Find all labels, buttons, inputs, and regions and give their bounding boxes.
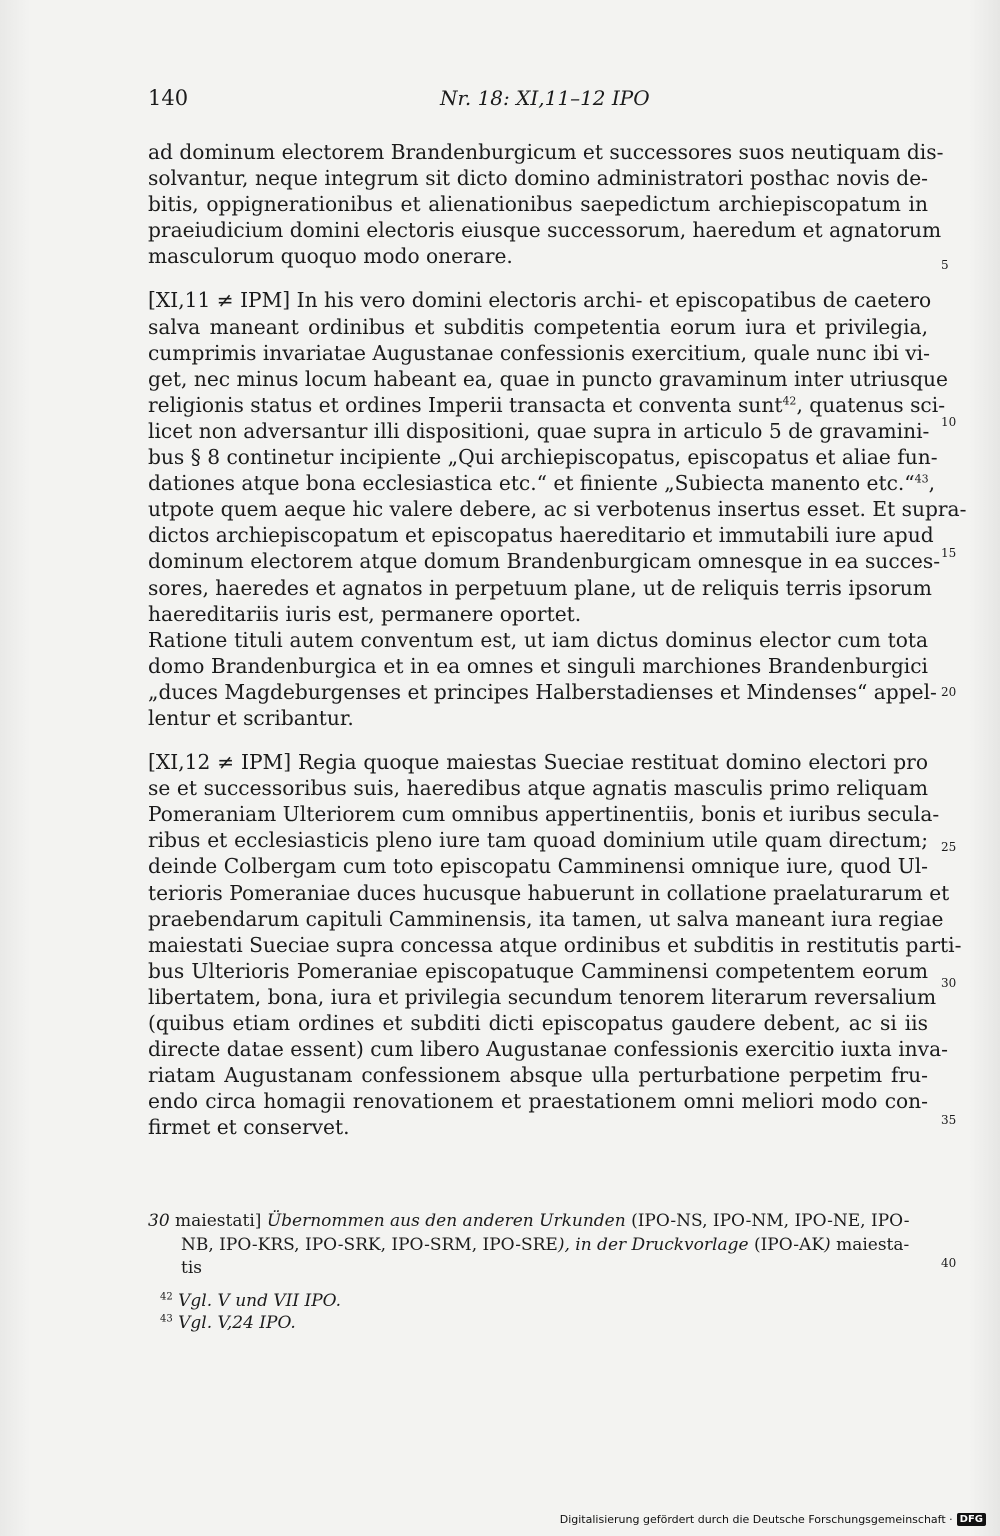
text-line: solvantur, neque integrum sit dicto domino administratori posthac novis de-	[148, 166, 928, 191]
critical-apparatus	[148, 1210, 928, 1281]
text-line: dictos archiepiscopatum et episcopatus haereditario et immutabili iure apud	[148, 523, 934, 548]
line-number: 10	[941, 415, 957, 429]
footnote-text: Vgl. V und VII IPO.	[178, 1291, 342, 1311]
text-line: bitis, oppignerationibus et alienationibus saepedictum archiepiscopatum in	[148, 192, 928, 217]
text-line: get, nec minus locum habeant ea, quae in puncto gravaminum inter utriusque	[148, 366, 948, 391]
apparatus-line	[148, 1257, 928, 1281]
text-line: Ratione tituli autem conventum est, ut iam dictus dominus elector cum tota	[148, 627, 928, 652]
footnote-number: 43	[160, 1313, 173, 1325]
apparatus-note: ), in der Druckvorlage	[557, 1234, 749, 1255]
text-line: praeiudicium domini electoris eiusque successorum, haeredum et agnatorum	[148, 218, 942, 243]
text-line	[148, 392, 946, 418]
text-line: ad dominum electorem Brandenburgicum et successores suos neutiquam dis-	[148, 140, 944, 164]
text-line: [XI,11 ≠ IPM] In his vero domini electoris archi- et episcopatibus de caetero	[148, 288, 932, 313]
text-line-part: dationes atque bona ecclesiastica etc.“ et finiente „Subiecta manento etc.“	[148, 471, 915, 496]
footnote	[160, 1312, 341, 1334]
text-line: riatam Augustanam confessionem absque ulla perturbatione perpetim fru-	[148, 1063, 928, 1088]
text-line	[148, 470, 936, 496]
text-line: firmet et conservet.	[148, 1115, 350, 1140]
apparatus-ref: 30	[148, 1211, 170, 1231]
text-line: deinde Colbergam cum toto episcopatu Camminensi omnique iure, quod Ul-	[148, 854, 928, 879]
line-number: 35	[941, 1113, 957, 1127]
footnote-text: Vgl. V,24 IPO.	[178, 1313, 296, 1333]
text-line: se et successoribus suis, haeredibus atque agnatis masculis primo reliquam	[148, 776, 928, 801]
text-line: terioris Pomeraniae duces hucusque habuerunt in collatione praelaturarum et	[148, 880, 950, 905]
line-number: 30	[941, 976, 957, 990]
text-line: „duces Magdeburgenses et principes Halberstadienses et Mindenses“ appel-	[148, 679, 937, 704]
text-line: ribus et ecclesiasticis pleno iure tam quoad dominium utile quam directum;	[148, 828, 928, 853]
digitization-footer	[560, 1513, 986, 1526]
text-line-part: , quatenus sci-	[796, 392, 946, 417]
apparatus-reading: maiesta-	[836, 1234, 910, 1255]
text-line: dominum electorem atque domum Brandenburgicam omnesque in ea succes-	[148, 549, 941, 574]
footnotes	[160, 1290, 341, 1334]
text-line: [XI,12 ≠ IPM] Regia quoque maiestas Sueciae restituat domino electori pro	[148, 750, 928, 775]
apparatus-note: Übernommen aus den anderen Urkunden	[266, 1211, 626, 1231]
apparatus-line	[148, 1210, 928, 1234]
running-head: Nr. 18: XI,11–12 IPO	[440, 86, 650, 110]
text-line: domo Brandenburgica et in ea omnes et singuli marchiones Brandenburgici	[148, 653, 928, 678]
text-line: licet non adversantur illi dispositioni, quae supra in articulo 5 de gravamini-	[148, 418, 930, 443]
paragraph-gap	[148, 731, 928, 749]
apparatus-note: )	[824, 1234, 831, 1255]
line-number: 40	[941, 1256, 957, 1270]
text-line: maiestati Sueciae supra concessa atque ordinibus et subditis in restitutis parti-	[148, 932, 962, 957]
line-number: 5	[941, 258, 949, 272]
text-line-part: ,	[928, 471, 936, 496]
footnote-number: 42	[160, 1291, 173, 1303]
dfg-logo: DFG	[957, 1513, 986, 1526]
apparatus-line	[148, 1234, 928, 1258]
text-line: utpote quem aeque hic valere debere, ac si verbotenus insertus esset. Et supra-	[148, 497, 967, 522]
apparatus-sigla: (IPO-NS, IPO-NM, IPO-NE, IPO-	[631, 1211, 910, 1231]
text-line: libertatem, bona, iura et privilegia secundum tenorem literarum reversalium	[148, 984, 937, 1009]
text-line: sores, haeredes et agnatos in perpetuum plane, ut de reliquis terris ipsorum	[148, 575, 932, 600]
text-line: cumprimis invariatae Augustanae confessionis exercitium, quale nunc ibi vi-	[148, 340, 930, 365]
text-line: bus § 8 continetur incipiente „Qui archiepiscopatus, episcopatus et aliae fun-	[148, 445, 938, 470]
line-number: 15	[941, 546, 957, 560]
text-line: Pomeraniam Ulteriorem cum omnibus appertinentiis, bonis et iuribus secula-	[148, 802, 940, 827]
footnote	[160, 1290, 341, 1312]
text-line-part: religionis status et ordines Imperii transacta et conventa sunt	[148, 392, 783, 417]
text-line: praebendarum capituli Camminensis, ita tamen, ut salva maneant iura regiae	[148, 906, 944, 931]
page-header	[148, 86, 928, 116]
text-line: (quibus etiam ordines et subditi dicti episcopatus gaudere debent, ac si iis	[148, 1011, 928, 1035]
text-line: lentur et scribantur.	[148, 705, 354, 730]
line-number: 20	[941, 685, 957, 699]
apparatus-sigla: (IPO-AK	[753, 1234, 825, 1255]
text-line: endo circa homagii renovationem et praestationem omni meliori modo con-	[148, 1089, 928, 1114]
text-line: masculorum quoquo modo onerare.	[148, 244, 513, 269]
text-line: salva maneant ordinibus et subditis competentia eorum iura et privilegia,	[148, 314, 928, 339]
footnote-ref: 42	[782, 394, 797, 408]
text-line: directe datae essent) cum libero Augustanae confessionis exercitio iuxta inva-	[148, 1037, 948, 1062]
paragraph-gap	[148, 269, 928, 287]
apparatus-sigla: NB, IPO-KRS, IPO-SRK, IPO-SRM, IPO-SRE	[181, 1234, 558, 1255]
apparatus-lemma: maiestati]	[175, 1211, 262, 1231]
funding-notice: Digitalisierung gefördert durch die Deutsche Forschungsgemeinschaft ·	[559, 1513, 953, 1526]
text-line: haereditariis iuris est, permanere oportet.	[148, 601, 582, 626]
line-number: 25	[941, 840, 957, 854]
text-line: bus Ulterioris Pomeraniae episcopatuque Camminensi competentem eorum	[148, 958, 928, 983]
page-number: 140	[148, 86, 189, 110]
footnote-ref: 43	[914, 472, 929, 486]
apparatus-reading: tis	[181, 1258, 202, 1278]
